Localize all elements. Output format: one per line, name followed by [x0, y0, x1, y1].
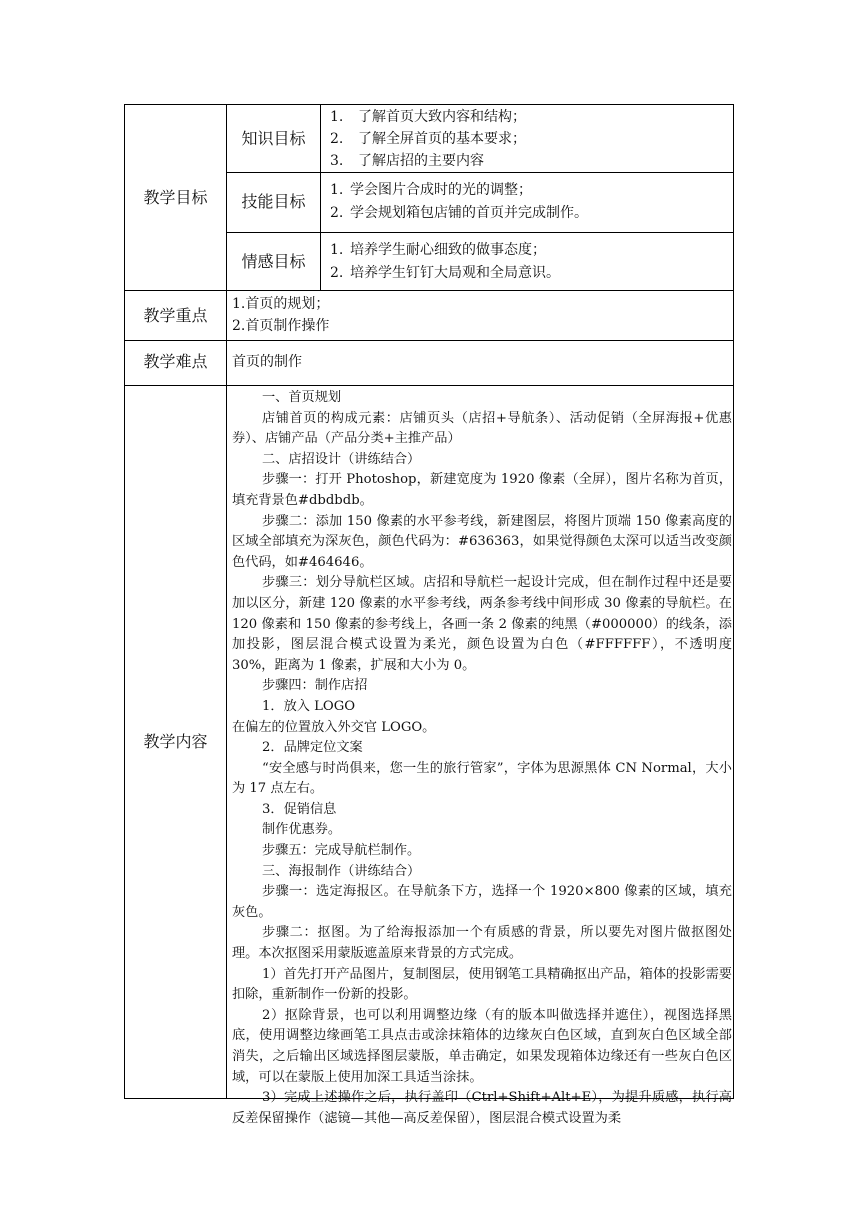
table-right-border [733, 104, 734, 1099]
row-divider [227, 172, 734, 173]
content-paragraph: 三、海报制作（讲练结合） [262, 863, 421, 879]
knowledge-goal-item: 1. 了解首页大致内容和结构； [330, 109, 526, 125]
skill-goal-item: 1. 学会图片合成时的光的调整； [330, 182, 532, 198]
emotion-goal-item: 2. 培养学生钉钉大局观和全局意识。 [330, 265, 560, 281]
content-paragraph: 步骤五：完成导航栏制作。 [262, 843, 421, 859]
content-paragraph: 1）首先打开产品图片，复制图层，使用钢笔工具精确抠出产品，箱体的投影需要扣除，重新制作一份新的投影。 [232, 966, 732, 1003]
content-paragraph: 3）完成上述操作之后，执行盖印（Ctrl+Shift+Alt+E），为提升质感，执行高反差保留操作（滤镜—其他—高反差保留），图层混合模式设置为柔 [232, 1090, 732, 1126]
table-left-border [124, 104, 125, 1099]
content-paragraph: 步骤一：选定海报区。在导航条下方，选择一个 1920×800 像素的区域，填充灰色。 [232, 884, 732, 920]
difficulty-label: 教学难点 [143, 352, 208, 371]
knowledge-goal-label: 知识目标 [241, 129, 306, 148]
content-paragraph: 1．放入 LOGO [262, 698, 356, 714]
content-paragraph: 步骤二：添加 150 像素的水平参考线，新建图层，将图片顶端 150 像素高度的区域全部填充为深灰色，颜色代码为：#636363，如果觉得颜色太深可以适当改变颜色代码，如#464646。 [232, 513, 732, 570]
key-points-label: 教学重点 [143, 306, 208, 325]
content-paragraph: 制作优惠券。 [262, 822, 342, 838]
key-point-item: 2.首页制作操作 [232, 318, 330, 334]
content-paragraph: 2．品牌定位文案 [262, 740, 363, 756]
content-paragraph: 2）抠除背景，也可以利用调整边缘（有的版本叫做选择并遮住），视图选择黑底，使用调整边缘画笔工具点击或涂抹箱体的边缘灰白色区域，直到灰白色区域全部消失，之后输出区域选择图层蒙版，单击确定，如果发现箱体边缘还有一些灰白色区域，可以在蒙版上使用加深工具适当涂抹。 [232, 1007, 732, 1085]
content-paragraph: 步骤二：抠图。为了给海报添加一个有质感的背景，所以要先对图片做抠图处理。本次抠图采用蒙版遮盖原来背景的方式完成。 [232, 925, 732, 962]
content-paragraph: 店铺首页的构成元素：店铺页头（店招+导航条）、活动促销（全屏海报+优惠券）、店铺产品（产品分类+主推产品） [232, 410, 732, 447]
sub-column-divider [320, 104, 321, 291]
row-divider [124, 290, 734, 291]
objectives-label: 教学目标 [143, 188, 208, 207]
content-paragraph: 步骤四：制作店招 [262, 678, 368, 694]
content-paragraph: 3．促销信息 [262, 801, 337, 817]
content-paragraph: 步骤一：打开 Photoshop，新建宽度为 1920 像素（全屏），图片名称为首页，填充背景色#dbdbdb。 [232, 472, 732, 508]
content-body [232, 388, 732, 1129]
content-label: 教学内容 [143, 732, 208, 751]
skill-goal-item: 2. 学会规划箱包店铺的首页并完成制作。 [330, 205, 588, 221]
knowledge-goal-item: 2. 了解全屏首页的基本要求； [330, 131, 526, 147]
content-paragraph: 一、首页规划 [262, 390, 342, 405]
difficulty-text: 首页的制作 [232, 354, 302, 370]
content-paragraph: 步骤三：划分导航栏区域。店招和导航栏一起设计完成，但在制作过程中还是要加以区分，新建 120 像素的水平参考线，两条参考线中间形成 30 像素的导航栏。在 120 像素和 150 像素的参考线上，各画一条 2 像素的纯黑（#000000）的线条，添加投影，图层混合模式设置为柔光，颜色设置为白色（#FFFFFF），不透明度 30%，距离为 1 像素，扩展和大小为 0。 [232, 575, 732, 673]
key-point-item: 1.首页的规划； [232, 296, 330, 312]
row-divider [227, 232, 734, 233]
row-divider [124, 340, 734, 341]
skill-goal-label: 技能目标 [241, 192, 306, 211]
knowledge-goal-item: 3. 了解店招的主要内容 [330, 153, 484, 169]
emotion-goal-item: 1. 培养学生耐心细致的做事态度； [330, 242, 546, 258]
content-paragraph: 在偏左的位置放入外交官 LOGO。 [232, 719, 436, 735]
content-paragraph: 二、店招设计（讲练结合） [262, 451, 421, 467]
table-top-border [124, 104, 734, 105]
emotion-goal-label: 情感目标 [241, 252, 306, 271]
content-paragraph: “安全感与时尚俱来，您一生的旅行管家”，字体为思源黑体 CN Normal，大小为 17 点左右。 [232, 760, 732, 797]
row-divider [124, 385, 734, 386]
